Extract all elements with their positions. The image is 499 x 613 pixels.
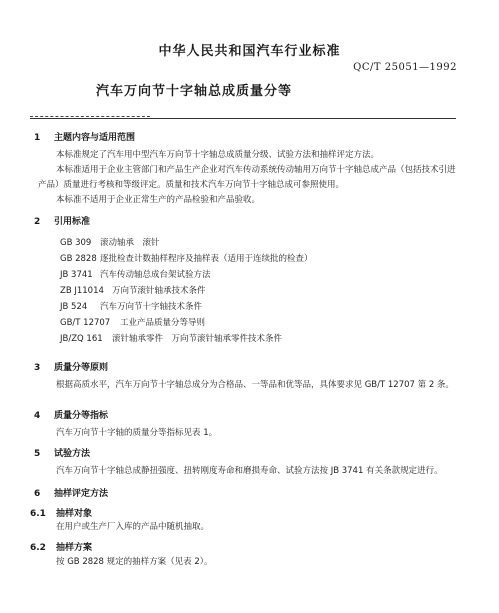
reference-code: JB/ZQ 161 bbox=[60, 334, 103, 344]
reference-name: 汽车万向节十字轴技术条件 bbox=[100, 302, 203, 312]
standard-code: QC/T 25051—1992 bbox=[353, 62, 457, 73]
section-title: 抽样评定方法 bbox=[54, 489, 109, 499]
reference-name: 汽车传动轴总成台架试验方法 bbox=[100, 270, 211, 280]
reference-item bbox=[60, 252, 313, 264]
section-1-heading bbox=[34, 130, 135, 143]
standard-org-heading: 中华人民共和国汽车行业标准 bbox=[158, 44, 341, 59]
reference-name: 逐批检查计数抽样程序及抽样表（适用于连续批的检查） bbox=[100, 254, 313, 264]
reference-name: 万向节滚针轴承技术条件 bbox=[112, 286, 206, 296]
section-number: 3 bbox=[34, 363, 41, 373]
header-dashed-rule bbox=[30, 116, 150, 117]
section-1-paragraph-2: 本标准适用于企业主管部门和产品生产企业对汽车传动系统传动轴用万向节十字轴总成产品（包括技术引进产品）质量进行考核和等级评定。质量和技术汽车万向节十字轴总成可参照使用。 bbox=[38, 165, 456, 190]
section-title: 引用标准 bbox=[54, 217, 91, 227]
section-title: 主题内容与适用范围 bbox=[54, 133, 136, 143]
section-1-paragraph-3: 本标准不适用于企业正常生产的产品检验和产品验收。 bbox=[56, 195, 261, 205]
subsection-6-1-text: 在用户或生产厂入库的产品中随机抽取。 bbox=[56, 522, 210, 532]
section-title: 质量分等原则 bbox=[54, 363, 109, 373]
reference-item bbox=[60, 332, 282, 344]
section-3-paragraph: 根据高质水平，汽车万向节十字轴总成分为合格品、一等品和优等品，具体要求见 GB/T 12707 第 2 条。 bbox=[56, 380, 454, 390]
reference-code: GB 309 bbox=[60, 238, 92, 248]
reference-name: 滚动轴承 滚针 bbox=[100, 238, 160, 248]
reference-item bbox=[60, 236, 160, 248]
subsection-title: 抽样对象 bbox=[56, 509, 93, 519]
section-4-heading bbox=[34, 408, 108, 421]
section-title: 试验方法 bbox=[54, 449, 91, 459]
section-5-paragraph: 汽车万向节十字轴总成静扭强度、扭转刚度寿命和磨损寿命、试验方法按 JB 3741 有关条款规定进行。 bbox=[56, 466, 443, 476]
subsection-title: 抽样方案 bbox=[56, 543, 93, 553]
reference-item bbox=[60, 268, 211, 280]
section-number: 1 bbox=[34, 133, 41, 143]
section-4-paragraph: 汽车万向节十字轴的质量分等指标见表 1。 bbox=[56, 428, 218, 438]
reference-code: JB 3741 bbox=[60, 270, 93, 280]
section-6-heading bbox=[34, 486, 108, 499]
reference-item bbox=[60, 316, 205, 328]
section-number: 2 bbox=[34, 217, 41, 227]
reference-code: ZB J11014 bbox=[60, 286, 104, 296]
section-number: 6 bbox=[34, 489, 41, 499]
reference-name: 工业产品质量分等导则 bbox=[120, 318, 206, 328]
subsection-number: 6.1 bbox=[30, 509, 46, 519]
reference-item bbox=[60, 300, 202, 312]
document-title: 汽车万向节十字轴总成质量分等 bbox=[96, 84, 293, 99]
header-rule bbox=[30, 118, 456, 119]
subsection-6-1-heading bbox=[30, 506, 92, 519]
section-number: 4 bbox=[34, 411, 41, 421]
reference-name: 滚针轴承零件 万向节滚针轴承零件技术条件 bbox=[112, 334, 283, 344]
subsection-6-2-text: 按 GB 2828 规定的抽样方案（见表 2）。 bbox=[56, 557, 213, 567]
section-2-heading bbox=[34, 214, 90, 227]
section-1-paragraph-1: 本标准规定了汽车用中型汽车万向节十字轴总成质量分级、试验方法和抽样评定方法。 bbox=[56, 150, 380, 160]
section-title: 质量分等指标 bbox=[54, 411, 109, 421]
reference-code: GB 2828 bbox=[60, 254, 97, 264]
section-5-heading bbox=[34, 446, 90, 459]
reference-item bbox=[60, 284, 206, 296]
section-number: 5 bbox=[34, 449, 41, 459]
reference-code: JB 524 bbox=[60, 302, 88, 312]
section-3-heading bbox=[34, 360, 108, 373]
subsection-6-2-heading bbox=[30, 540, 92, 553]
subsection-number: 6.2 bbox=[30, 543, 46, 553]
reference-code: GB/T 12707 bbox=[60, 318, 111, 328]
